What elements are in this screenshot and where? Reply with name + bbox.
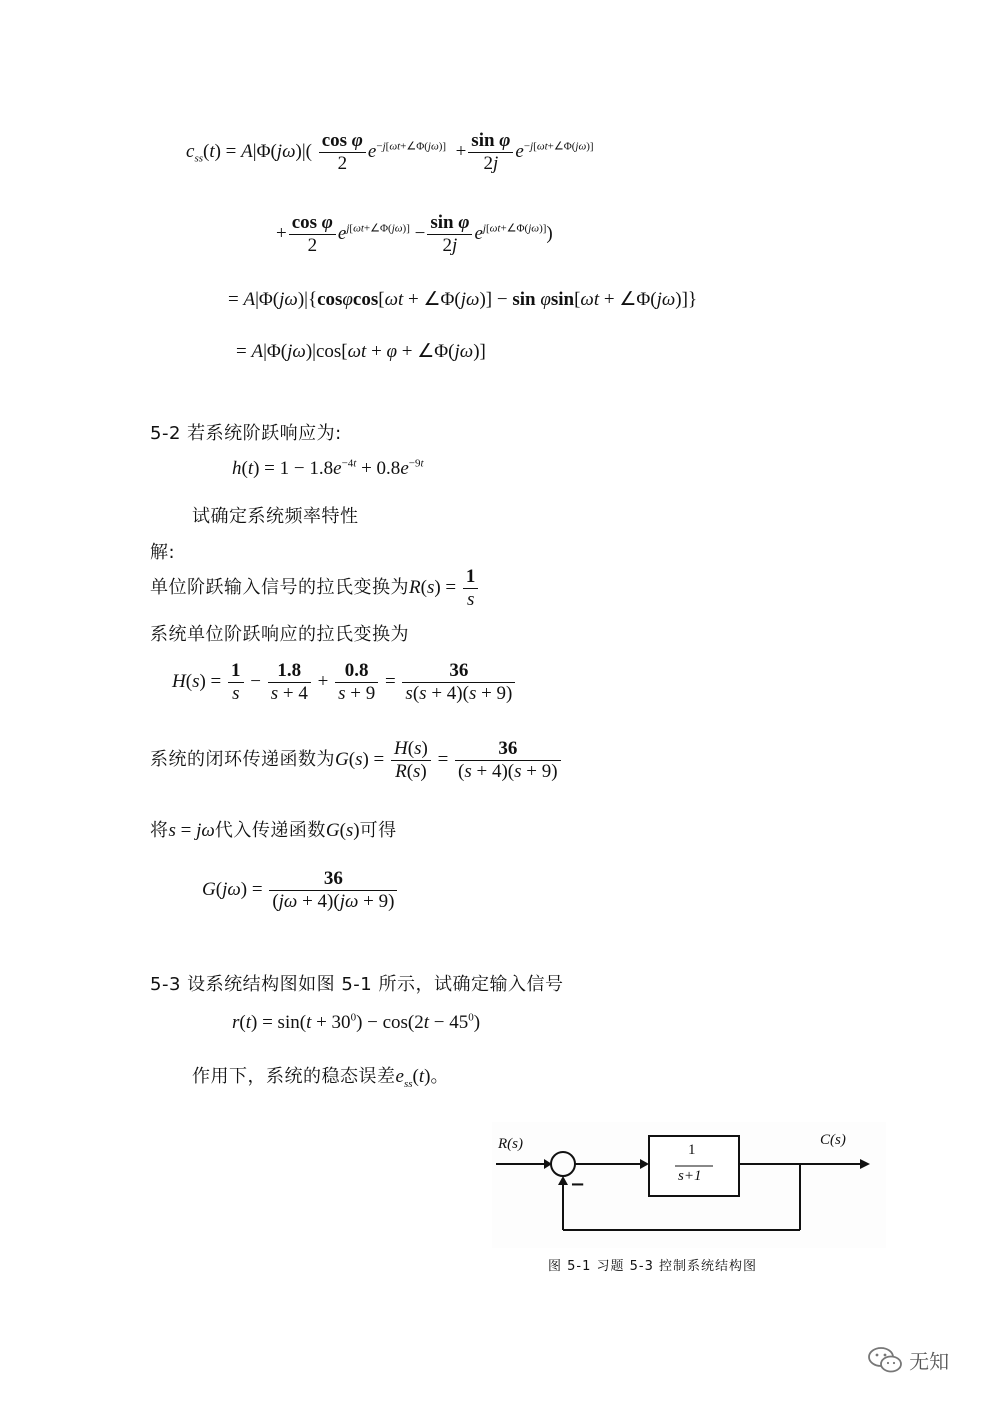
output-label: C(s) bbox=[820, 1132, 846, 1148]
watermark-text: 无知 bbox=[909, 1349, 950, 1374]
input-label: R(s) bbox=[498, 1136, 523, 1152]
watermark bbox=[866, 1345, 949, 1375]
eq-ess: $e_{ss}(t)$ bbox=[395, 1066, 431, 1090]
figure-5-1 bbox=[492, 1122, 886, 1248]
eq-css-line3: = A|Φ(jω)|{cosφcos[ωt + ∠Φ(jω)] − sin φsin[ωt + ∠Φ(jω)]} bbox=[228, 289, 698, 310]
solution-line-4 bbox=[150, 816, 397, 842]
solution-line-4-suffix: 可得 bbox=[359, 820, 397, 841]
problem-5-2-heading: 5-2 若系统阶跃响应为: bbox=[150, 423, 342, 444]
eq-s-jw: s = jω bbox=[168, 820, 215, 841]
eq-input-signal: $r(t) = \sin(t + 30^0) - \cos(2t - 45^0)$ bbox=[232, 1011, 481, 1033]
forward-arrowhead bbox=[640, 1159, 649, 1169]
problem-5-3-instruction-suffix: 。 bbox=[430, 1066, 449, 1087]
solution-line-3-text: 系统的闭环传递函数为 bbox=[150, 748, 335, 770]
eq-H-s: H(s) = $\frac{1}{s}$ − $\frac{1.8}{s + 4}$ + $\frac{0.8}{s + 9}$ = $\frac{36}{s(s + 4)(s + 9)}$ bbox=[172, 660, 517, 705]
solution-label: 解: bbox=[150, 542, 176, 563]
solution-line-1-text: 单位阶跃输入信号的拉氏变换为 bbox=[150, 576, 409, 598]
solution-line-4-mid: 代入传递函数 bbox=[214, 820, 326, 841]
solution-line-1 bbox=[150, 566, 480, 611]
solution-line-4-prefix: 将 bbox=[150, 820, 169, 841]
eq-css-line4: = A|Φ(jω)|cos[ωt + φ + ∠Φ(jω)] bbox=[236, 341, 486, 362]
figure-caption: 图 5-1 习题 5-3 控制系统结构图 bbox=[548, 1259, 757, 1274]
output-arrowhead bbox=[860, 1159, 870, 1169]
eq-R-s: R(s) = $\frac{1}{s}$ bbox=[409, 577, 480, 598]
solution-line-3 bbox=[150, 738, 563, 783]
eq-css-line2: + $\frac{\text{cos φ}}{2}$ $e^{j[\omega t+\angle\Phi(j\omega)]}$ − $\frac{\text{sin φ}}{2j}$ $e^{j[\omega t+\angle\Phi(j\omega)]}$) bbox=[276, 212, 553, 256]
feedback-arrowhead bbox=[558, 1176, 568, 1185]
block-numerator: 1 bbox=[688, 1142, 696, 1158]
eq-G-jw: G(jω) = $\frac{36}{(j\omega + 4)(j\omega + 9)}$ bbox=[202, 868, 399, 913]
eq-css-line1: $c_{ss}(t) = A|\Phi(j\omega)|$( $\frac{\text{cos φ}}{2}$ $e^{-j[\omega t+\angle\Phi(j\omega)]}$ + $\frac{\text{sin φ}}{2j}$ $e^{-j[\omega t+\angle\Phi(j\omega)]}$ bbox=[186, 130, 594, 174]
problem-5-2-instruction: 试确定系统频率特性 bbox=[192, 506, 359, 527]
problem-5-3-instruction bbox=[192, 1062, 449, 1088]
problem-5-3-heading: 5-3 设系统结构图如图 5-1 所示，试确定输入信号 bbox=[150, 974, 564, 995]
problem-5-3-instruction-prefix: 作用下，系统的稳态误差 bbox=[192, 1066, 396, 1087]
eq-G-s-inline: G(s) bbox=[325, 820, 360, 841]
wechat-icon bbox=[866, 1345, 904, 1375]
eq-G-s: G(s) = $\frac{H(s)}{R(s)}$ = $\frac{36}{(s + 4)(s + 9)}$ bbox=[335, 749, 563, 770]
eq-step-response: $h(t) = 1 - 1.8e^{-4t} + 0.8e^{-9t}$ bbox=[232, 457, 424, 479]
solution-line-2: 系统单位阶跃响应的拉氏变换为 bbox=[150, 624, 409, 645]
block-denominator: s+1 bbox=[678, 1168, 702, 1184]
feedback-sign: − bbox=[570, 1174, 586, 1195]
summing-junction bbox=[551, 1152, 575, 1176]
